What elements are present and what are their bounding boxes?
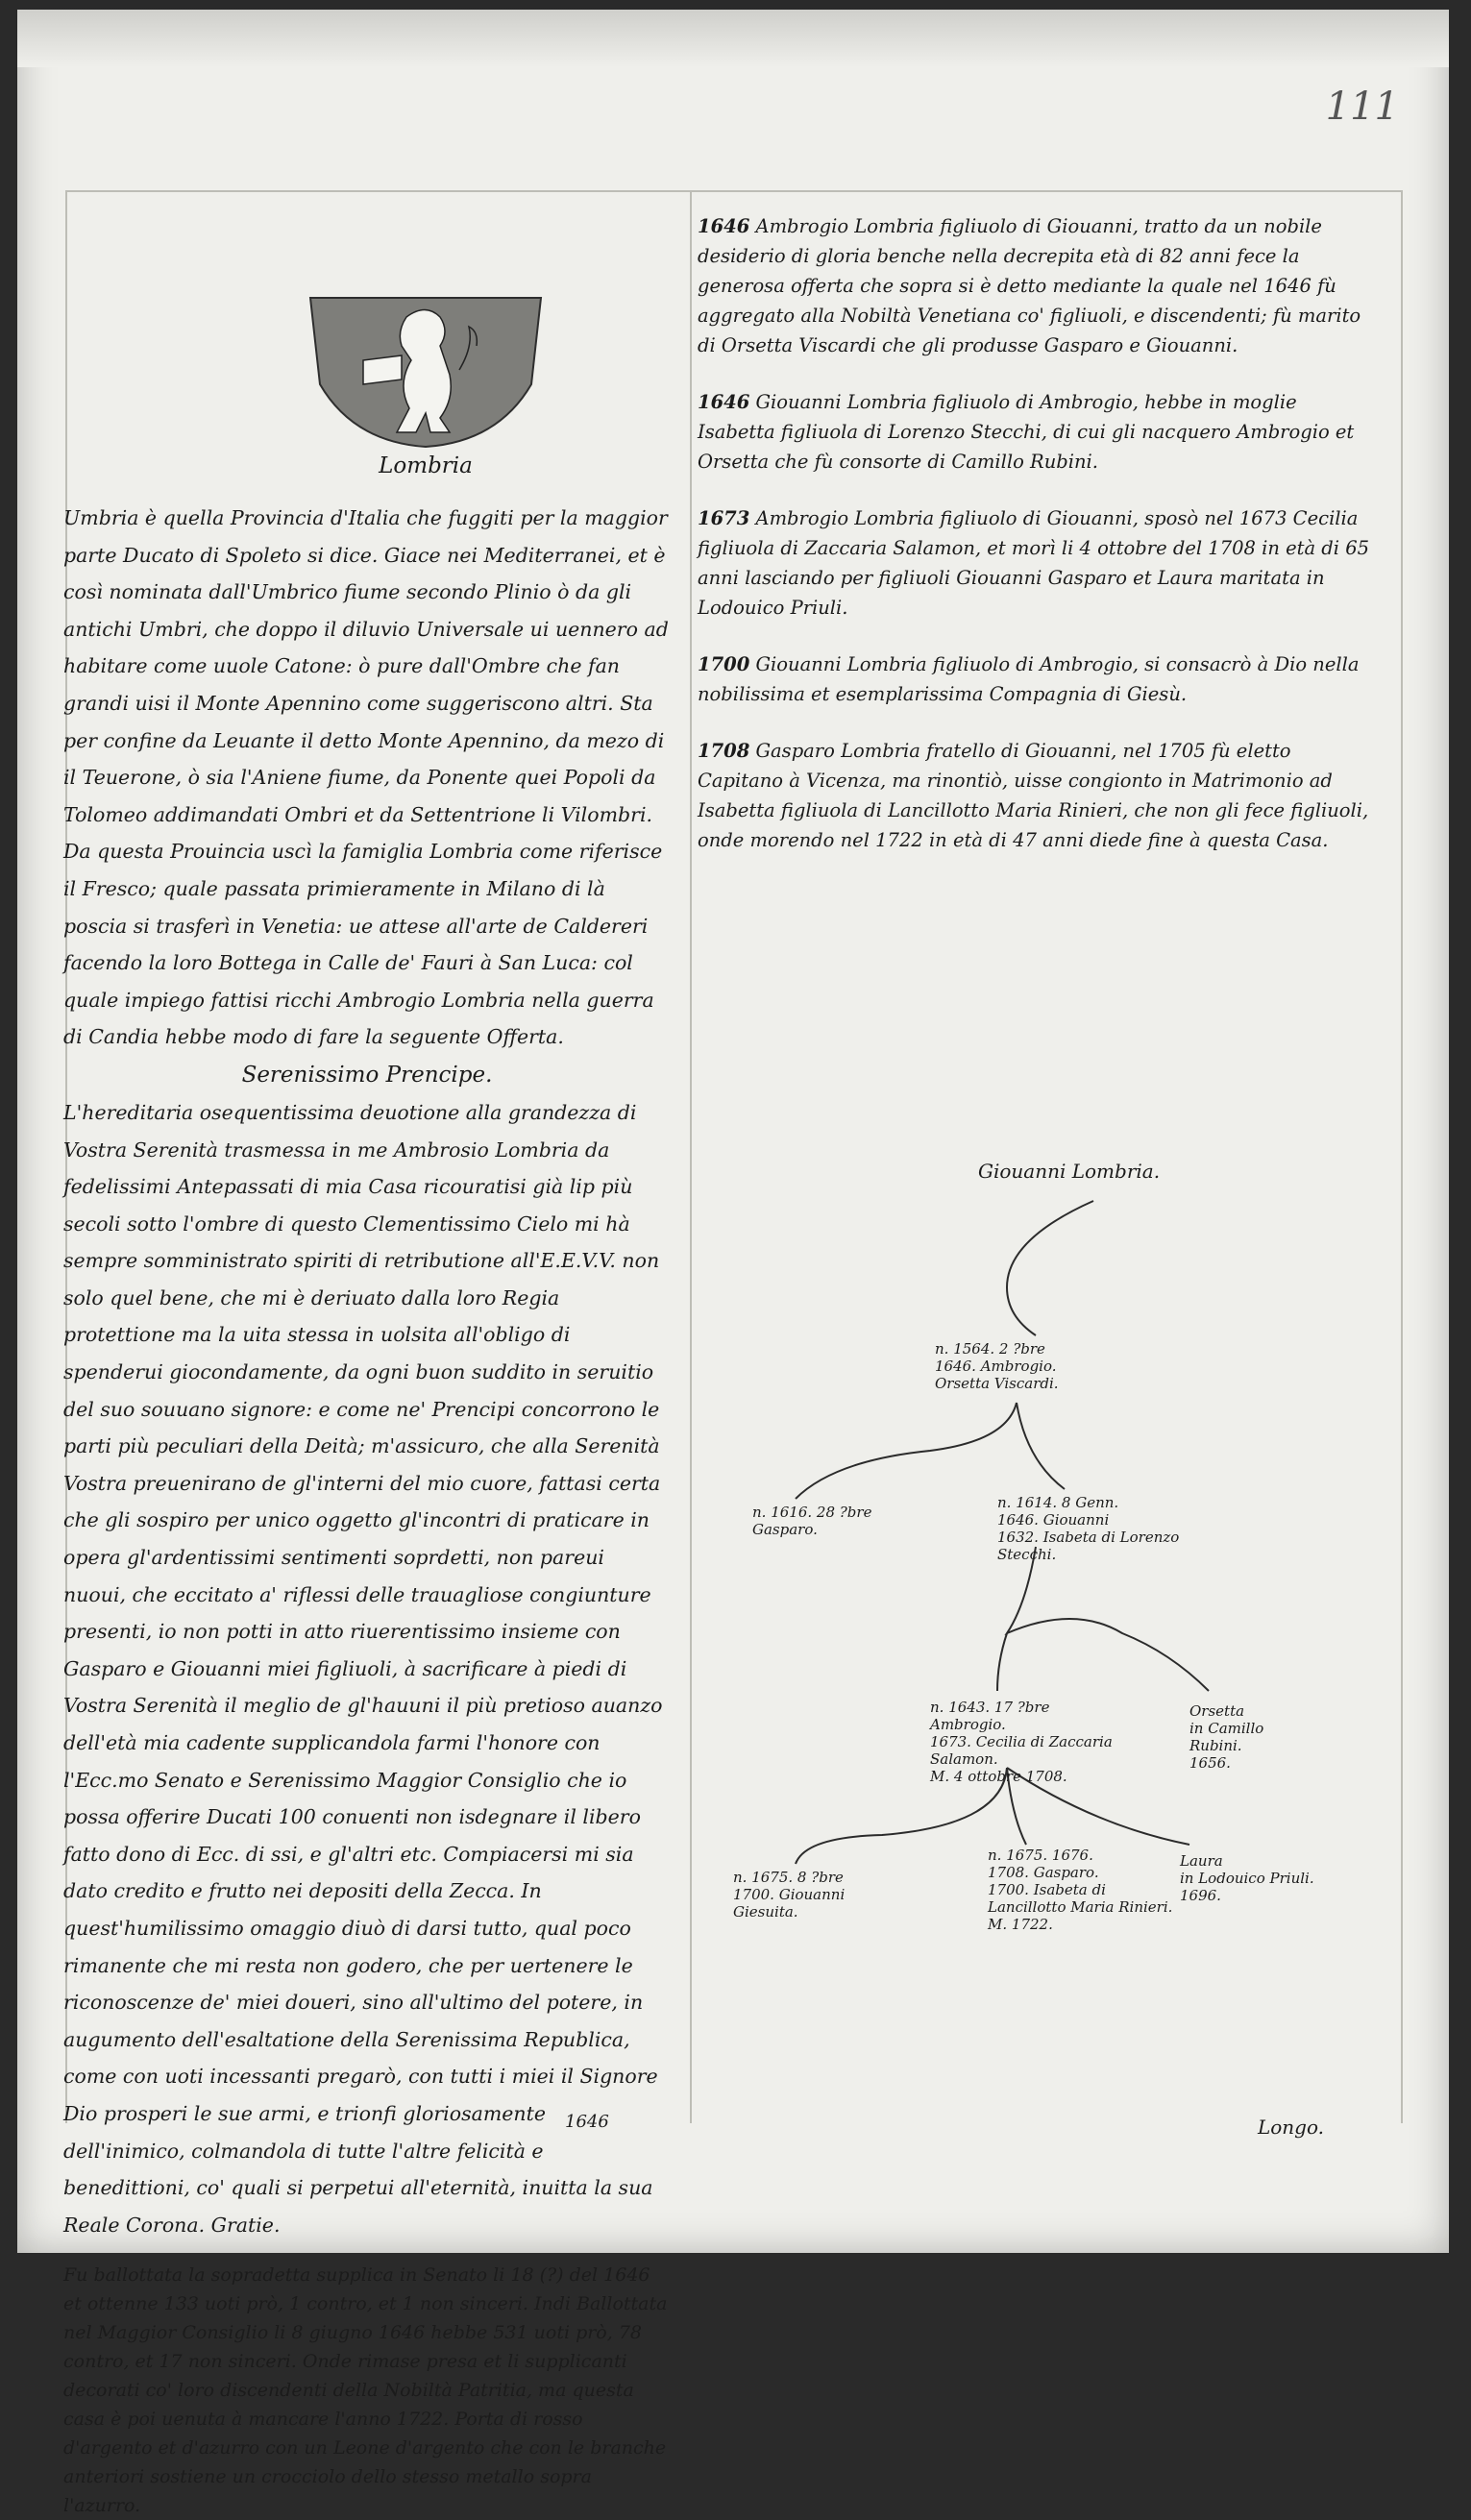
genealogy-entry xyxy=(698,649,1380,709)
manuscript-page xyxy=(17,10,1449,2517)
tree-node-gasparo-jr: n. 1675. 1676. 1708. Gasparo. 1700. Isabeta di Lancillotto Maria Rinieri. M. 1722. xyxy=(988,1847,1173,1933)
left-column xyxy=(63,500,671,2520)
entry-year: 1673 xyxy=(698,507,750,529)
family-tree xyxy=(690,1153,1362,1979)
tree-node-orsetta: Orsetta in Camillo Rubini. 1656. xyxy=(1189,1702,1264,1772)
page-number: 1646 xyxy=(565,2112,609,2132)
entry-year: 1708 xyxy=(698,740,750,762)
genealogy-entry xyxy=(698,211,1380,360)
tree-node-ambrogio-jr: n. 1643. 17 ?bre Ambrogio. 1673. Cecilia di Zaccaria Salamon. M. 4 ottobre 1708. xyxy=(930,1699,1113,1785)
entry-text: Giouanni Lombria figliuolo di Ambrogio, si consacrò à Dio nella nobilissima et esemplarissima Compagnia di Giesù. xyxy=(698,653,1360,705)
tree-node-laura: Laura in Lodouico Priuli. 1696. xyxy=(1180,1852,1314,1904)
entry-year: 1646 xyxy=(698,215,750,237)
tree-node-ambrogio-sr: n. 1564. 2 ?bre 1646. Ambrogio. Orsetta Viscardi. xyxy=(935,1340,1059,1392)
genealogy-entry xyxy=(698,503,1380,623)
tree-node-gasparo-sr: n. 1616. 28 ?bre Gasparo. xyxy=(752,1504,872,1538)
catchword: Longo. xyxy=(1257,2116,1324,2139)
right-margin-rule xyxy=(1401,192,1403,2123)
entry-year: 1646 xyxy=(698,391,750,413)
entry-text: Giouanni Lombria figliuolo di Ambrogio, hebbe in moglie Isabetta figliuola di Lorenzo Stecchi, di cui gli nacquero Ambrogio et Orsetta che fù consorte di Camillo Rubini. xyxy=(698,391,1355,473)
tree-node-giovanni: n. 1614. 8 Genn. 1646. Giouanni 1632. Isabeta di Lorenzo Stecchi. xyxy=(997,1494,1180,1563)
coat-of-arms xyxy=(306,288,546,452)
closing-paragraph: Fu ballottata la sopradetta supplica in Senato li 18 (?) del 1646 et ottenne 133 uoti prò, 1 contro, et 1 non sinceri. Indi Ballottata nel Maggior Consiglio li 8 giugno 1646 hebbe 531 uoti prò, 78 contro, et 17 non sinceri. Onde rimase presa et li supplicanti decorati co' loro discendenti della Nobiltà Patritia, ma questa casa è poi uenuta à mancare l'anno 1722. Porta di rosso d'argento et d'azurro con un Leone d'argento che con le branche anteriori sostiene un crocciolo dello stesso metallo sopra l'azurro. xyxy=(63,2264,668,2517)
entry-year: 1700 xyxy=(698,653,750,675)
top-rule xyxy=(65,190,1403,192)
genealogy-entry xyxy=(698,736,1380,855)
folio-number: 111 xyxy=(1325,85,1399,129)
petition-paragraph: L'hereditaria osequentissima deuotione alla grandezza di Vostra Serenità trasmessa in me Ambrosio Lombria da fedelissimi Antepassati di mia Casa ricouratisi già lip più secoli sotto l'ombre di questo Clementissimo Cielo mi hà sempre somministrato spiriti di retributione all'E.E.V.V. non solo quel bene, che mi è deriuato dalla loro Regia protettione ma la uita stessa in uolsita all'obligo di spenderui giocondamente, da ogni buon suddito in seruitio del suo souuano signore: e come ne' Prencipi concorrono le parti più peculiari della Deità; m'assicuro, che alla Serenità Vostra preuenirano de gl'interni del mio cuore, fattasi certa che gli sospiro per unico oggetto gl'incontri di praticare in opera gl'ardentissimi sentimenti soprdetti, non pareui nuoui, che eccitato a' riflessi delle trauagliose congiunture presenti, io non potti in atto riuerentissimo insieme con Gasparo e Giouanni miei figliuoli, à sacrificare à piedi di Vostra Serenità il meglio de gl'hauuni il più pretioso auanzo dell'età mia cadente supplicandola farmi l'honore con l'Ecc.mo Senato e Serenissimo Maggior Consiglio che io possa offerire Ducati 100 conuenti non isdegnare il libero fatto dono di Ecc. di ssi, e gl'altri etc. Compiacersi mi sia dato credito e frutto nei depositi della Zecca. In quest'humilissimo omaggio diuò di darsi tutto, qual poco rimanente che mi resta non godero, che per uertenere le riconoscenze de' miei doueri, sino all'ultimo del potere, in augumento dell'esaltatione della Serenissima Republica, come con uoti incessanti pregarò, con tutti i miei il Signore Dio prosperi le sue armi, e trionfi gloriosamente dell'inimico, colmandola di tutte l'altre felicità e benedittioni, co' quali si perpetui all'eternità, inuitta la sua Reale Corona. Gratie. xyxy=(63,1100,663,2237)
genealogy-entry xyxy=(698,387,1380,477)
coat-of-arms-caption: Lombria xyxy=(379,453,473,478)
tree-node-root: Giouanni Lombria. xyxy=(978,1160,1161,1183)
tree-node-giovanni-jr: n. 1675. 8 ?bre 1700. Giouanni Giesuita. xyxy=(733,1869,846,1921)
entry-text: Ambrogio Lombria figliuolo di Giouanni, sposò nel 1673 Cecilia figliuola di Zaccaria Salamon, et morì li 4 ottobre del 1708 in età di 65 anni lasciando per figliuoli Giouanni Gasparo et Laura maritata in Lodouico Priuli. xyxy=(698,507,1370,619)
petition-heading: Serenissimo Prencipe. xyxy=(241,1062,493,1088)
right-column xyxy=(698,211,1380,882)
entry-text: Ambrogio Lombria figliuolo di Giouanni, tratto da un nobile desiderio di gloria benche nella decrepita età di 82 anni fece la generosa offerta che sopra si è detto mediante la quale nel 1646 fù aggregato alla Nobiltà Venetiana co' figliuoli, e discendenti; fù marito di Orsetta Viscardi che gli produsse Gasparo e Giouanni. xyxy=(698,215,1361,356)
entry-text: Gasparo Lombria fratello di Giouanni, nel 1705 fù eletto Capitano à Vicenza, ma rinontiò, uisse congionto in Matrimonio ad Isabetta figliuola di Lancillotto Maria Rinieri, che non gli fece figliuoli, onde morendo nel 1722 in età di 47 anni diede fine à questa Casa. xyxy=(698,740,1369,851)
intro-paragraph: Umbria è quella Provincia d'Italia che fuggiti per la maggior parte Ducato di Spoleto si dice. Giace nei Mediterranei, et è così nominata dall'Umbrico fiume secondo Plinio ò da gli antichi Umbri, che doppo il diluvio Universale ui uennero ad habitare come uuole Catone: ò pure dall'Ombre che fan grandi uisi il Monte Apennino come suggeriscono altri. Sta per confine da Leuante il detto Monte Apennino, da mezo di il Teuerone, ò sia l'Aniene fiume, da Ponente quei Popoli da Tolomeo addimandati Ombri et da Settentrione li Vilombri. Da questa Prouincia uscì la famiglia Lombria come riferisce il Fresco; quale passata primieramente in Milano di là poscia si trasferì in Venetia: ue attese all'arte de Caldereri facendo la loro Bottega in Calle de' Fauri à San Luca: col quale impiego fattisi ricchi Ambrogio Lombria nella guerra di Candia hebbe modo di fare la seguente Offerta. xyxy=(63,506,669,1049)
